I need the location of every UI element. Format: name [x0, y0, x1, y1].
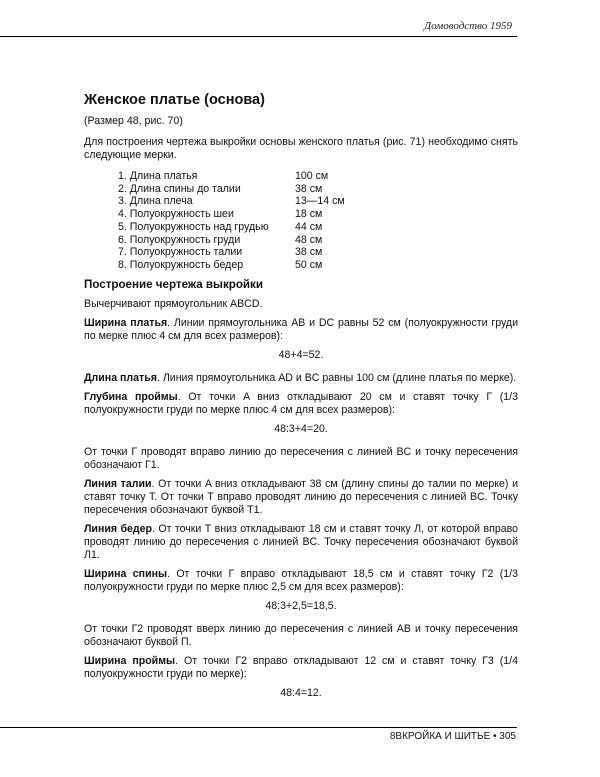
running-header: Домоводство 1959 [424, 20, 512, 32]
measurement-value: 38 см [295, 246, 323, 259]
term: Линия бедер [84, 522, 152, 535]
measurement-row [118, 234, 345, 247]
term: Длина платья [84, 371, 157, 384]
formula: 48:3+2,5=18,5. [265, 599, 337, 612]
page-title: Женское платье (основа) [84, 92, 265, 108]
paragraph-text: . От точки Т вниз откладывают 18 см и ставят точку Л, от которой вправо проводят линию до пересечения с линией BC. Точку пересечения обозначают буквой Л1. [84, 522, 519, 561]
paragraph-text: . От точки A вниз откладывают 38 см (длину спины до талии по мерке) и ставят точку Т. От точки Т вправо проводят линию до пересечения с линией BC. Точку пересечения обозначают буквой Т1. [84, 477, 518, 516]
measurement-name: 5. Полуокружность над грудью [118, 220, 269, 233]
term: Глубина проймы [84, 390, 178, 403]
paragraph-dress-length [84, 372, 518, 385]
measurement-name: 2. Длина спины до талии [118, 182, 241, 195]
measurement-name: 1. Длина платья [118, 170, 198, 182]
term: Линия талии [84, 477, 152, 490]
measurement-value: 44 см [295, 220, 323, 233]
measurement-row [118, 195, 345, 208]
measurement-name: 7. Полуокружность талии [118, 246, 243, 259]
measurement-name: 6. Полуокружность груди [118, 233, 241, 246]
measurement-row [118, 208, 345, 221]
measurement-value: 18 см [295, 208, 323, 221]
formula: 48:3+4=20. [274, 422, 328, 435]
measurement-row [118, 183, 345, 196]
measurements-table [118, 170, 345, 272]
paragraph-g1: От точки Г проводят вправо линию до пересечения с линией BC и точку пересечения обозначают Г1. [84, 445, 518, 471]
measurement-row [118, 246, 345, 259]
measurement-value: 100 см [295, 170, 329, 182]
measurement-value: 38 см [295, 182, 323, 195]
paragraph-waist-line [84, 478, 518, 517]
paragraph-dress-width [84, 317, 518, 343]
formula: 48+4=52. [278, 348, 324, 361]
header-rule [0, 36, 517, 37]
footer-rule [0, 727, 517, 728]
measurement-row [118, 259, 345, 272]
paragraph-hip-line [84, 523, 518, 562]
term: Ширина проймы [84, 654, 176, 667]
paragraph-text: . От точки A вниз откладывают 20 см и ставят точку Г (1/3 полуокружности груди по мерке плюс 4 см для всех размеров): [84, 390, 518, 416]
term: Ширина платья [84, 316, 168, 329]
measurement-name: 8. Полуокружность бедер [118, 258, 244, 271]
page-content [84, 92, 518, 710]
page-footer: 8ВКРОЙКА И ШИТЬЕ • 305 [389, 731, 516, 742]
size-note: (Размер 48, рис. 70) [84, 115, 183, 127]
paragraph-armhole-depth [84, 391, 518, 417]
measurement-name: 3. Длина плеча [118, 195, 193, 208]
section-heading: Построение чертежа выкройки [84, 277, 263, 291]
measurement-name: 4. Полуокружность шеи [118, 208, 234, 221]
measurement-row [118, 170, 345, 183]
paragraph-text: . Линии прямоугольника AB и DC равны 52 см (полуокружности груди по мерке плюс 4 см для всех размеров): [84, 316, 519, 342]
measurement-value: 48 см [295, 233, 323, 246]
paragraph-point-p: От точки Г2 проводят вверх линию до пересечения с линией AB и точку пересечения обозначают буквой П. [84, 622, 518, 648]
formula: 48:4=12. [280, 686, 322, 699]
paragraph-armhole-width [84, 655, 518, 681]
measurement-value: 13—14 см [295, 195, 345, 208]
paragraph-text: . От точки Г вправо откладывают 18,5 см и ставят точку Г2 (1/3 полуокружности груди по мерке плюс 2,5 см для всех размеров): [84, 567, 519, 593]
term: Ширина спины [84, 567, 168, 580]
measurement-value: 50 см [295, 258, 323, 271]
paragraph-text: . От точки Г2 вправо откладывают 12 см и ставят точку Г3 (1/4 полуокружности груди по мерке): [84, 654, 518, 680]
paragraph-text: . Линия прямоугольника AD и BC равны 100 см (длине платья по мерке). [156, 371, 517, 384]
rectangle-line: Вычерчивают прямоугольник ABCD. [84, 297, 263, 310]
paragraph-back-width [84, 568, 518, 594]
intro-paragraph: Для построения чертежа выкройки основы женского платья (рис. 71) необходимо снять следующие мерки. [84, 136, 518, 161]
measurement-row [118, 221, 345, 234]
